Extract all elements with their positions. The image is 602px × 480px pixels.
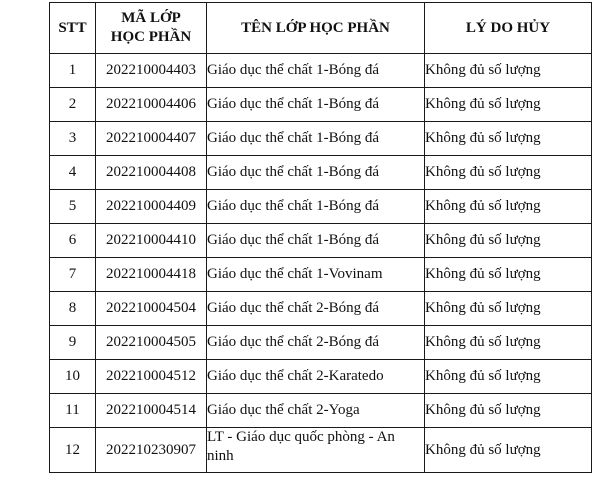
table-row <box>50 258 592 292</box>
row-class-code: 202210004418 <box>96 258 207 292</box>
row-class-code: 202210004514 <box>96 394 207 428</box>
row-class-name: Giáo dục thể chất 1-Bóng đá <box>207 54 425 88</box>
row-cancel-reason: Không đủ số lượng <box>425 394 592 428</box>
row-cancel-reason: Không đủ số lượng <box>425 292 592 326</box>
row-class-code: 202210004504 <box>96 292 207 326</box>
row-stt: 3 <box>50 122 96 156</box>
row-class-code: 202210230907 <box>96 428 207 473</box>
row-cancel-reason: Không đủ số lượng <box>425 360 592 394</box>
row-stt: 8 <box>50 292 96 326</box>
table-row <box>50 54 592 88</box>
row-class-name: Giáo dục thể chất 1-Bóng đá <box>207 190 425 224</box>
row-cancel-reason: Không đủ số lượng <box>425 428 592 473</box>
row-class-name: LT - Giáo dục quốc phòng - An ninh <box>207 428 425 473</box>
table-row <box>50 88 592 122</box>
header-cancel-reason: LÝ DO HỦY <box>425 3 592 54</box>
table-row <box>50 190 592 224</box>
table-header-row <box>50 3 592 54</box>
row-cancel-reason: Không đủ số lượng <box>425 88 592 122</box>
row-stt: 12 <box>50 428 96 473</box>
table-row <box>50 122 592 156</box>
row-class-code: 202210004408 <box>96 156 207 190</box>
row-cancel-reason: Không đủ số lượng <box>425 326 592 360</box>
row-stt: 5 <box>50 190 96 224</box>
row-class-name: Giáo dục thể chất 2-Bóng đá <box>207 326 425 360</box>
header-class-code-line1: MÃ LỚP <box>121 10 181 26</box>
row-stt: 1 <box>50 54 96 88</box>
cancelled-classes-table <box>49 2 592 473</box>
row-cancel-reason: Không đủ số lượng <box>425 224 592 258</box>
row-class-code: 202210004403 <box>96 54 207 88</box>
row-cancel-reason: Không đủ số lượng <box>425 156 592 190</box>
row-class-code: 202210004505 <box>96 326 207 360</box>
row-stt: 6 <box>50 224 96 258</box>
row-cancel-reason: Không đủ số lượng <box>425 258 592 292</box>
row-class-name: Giáo dục thể chất 2-Karatedo <box>207 360 425 394</box>
row-stt: 10 <box>50 360 96 394</box>
header-stt: STT <box>50 3 96 54</box>
row-class-code: 202210004512 <box>96 360 207 394</box>
row-class-name: Giáo dục thể chất 1-Bóng đá <box>207 122 425 156</box>
row-stt: 7 <box>50 258 96 292</box>
row-class-code: 202210004410 <box>96 224 207 258</box>
row-class-name: Giáo dục thể chất 1-Vovinam <box>207 258 425 292</box>
row-class-name: Giáo dục thể chất 1-Bóng đá <box>207 156 425 190</box>
row-cancel-reason: Không đủ số lượng <box>425 190 592 224</box>
row-stt: 4 <box>50 156 96 190</box>
row-class-name: Giáo dục thể chất 1-Bóng đá <box>207 88 425 122</box>
row-cancel-reason: Không đủ số lượng <box>425 54 592 88</box>
table-row <box>50 326 592 360</box>
row-stt: 9 <box>50 326 96 360</box>
row-class-code: 202210004409 <box>96 190 207 224</box>
row-class-code: 202210004406 <box>96 88 207 122</box>
row-class-code: 202210004407 <box>96 122 207 156</box>
table-row <box>50 224 592 258</box>
header-class-name: TÊN LỚP HỌC PHẦN <box>207 3 425 54</box>
row-class-name: Giáo dục thể chất 2-Bóng đá <box>207 292 425 326</box>
table-row <box>50 428 592 473</box>
row-stt: 11 <box>50 394 96 428</box>
table-row <box>50 156 592 190</box>
header-class-code <box>96 3 207 54</box>
row-stt: 2 <box>50 88 96 122</box>
header-class-code-line2: HỌC PHẦN <box>110 29 192 45</box>
table-row <box>50 292 592 326</box>
row-class-name: Giáo dục thể chất 2-Yoga <box>207 394 425 428</box>
table-row <box>50 360 592 394</box>
table-row <box>50 394 592 428</box>
row-class-name: Giáo dục thể chất 1-Bóng đá <box>207 224 425 258</box>
row-cancel-reason: Không đủ số lượng <box>425 122 592 156</box>
